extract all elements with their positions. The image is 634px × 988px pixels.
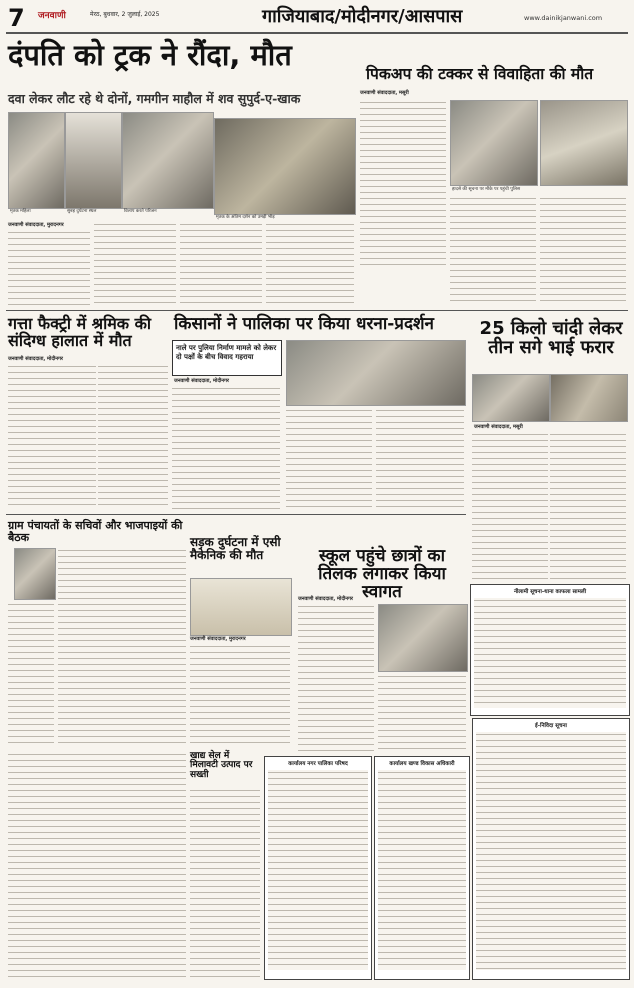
notice-c-title: ई-निविदा सूचना [535, 723, 567, 729]
silver-photo-2 [550, 374, 628, 422]
masthead-rule [6, 32, 628, 34]
auction-notice-title: नीलामी सूचना-थाना काफला सामली [513, 589, 587, 595]
school-body-col-1 [298, 604, 374, 752]
lead-caption-3: विलाप करते परिजन [124, 209, 157, 214]
lead-photo-4 [214, 118, 356, 215]
dharna-body-col-1 [172, 386, 280, 510]
masthead [0, 0, 634, 40]
lead-photo-2 [65, 112, 122, 209]
school-body-col-2 [378, 674, 466, 752]
pickup-photo-2 [540, 100, 628, 186]
notice-b [374, 756, 470, 980]
silver-body-col-2 [550, 432, 626, 580]
bottom-left-body [8, 752, 186, 978]
accident-photo [190, 578, 292, 636]
pickup-photo-caption: हादसे की सूचना पर मौके पर पहुंची पुलिस [452, 187, 521, 192]
divider-2 [6, 514, 466, 515]
food-headline: खाद्य सेल में मिलावटी उत्पाद पर सख्ती [190, 751, 253, 780]
dharna-byline: जनवाणी संवाददाता, मोदीनगर [174, 378, 229, 384]
accident-headline: सड़क दुर्घटना में एसी मैकेनिक की मौत [190, 535, 281, 562]
dharna-box [172, 340, 282, 376]
notice-b-title: कार्यालय खण्ड विकास अधिकारी [389, 761, 455, 767]
notice-a [264, 756, 372, 980]
pickup-photo-1 [450, 100, 538, 186]
lead-photo-1 [8, 112, 65, 209]
pickup-body-col-3 [540, 196, 626, 306]
notice-c [472, 718, 630, 980]
lead-subheadline: दवा लेकर लौट रहे थे दोनों, गमगीन माहौल में शव सुपुर्द-ए-खाक [8, 91, 301, 106]
silver-photo-1 [472, 374, 550, 422]
lead-byline: जनवाणी संवाददाता, मुरादनगर [8, 222, 64, 228]
dharna-headline: किसानों ने पालिका पर किया धरना-प्रदर्शन [174, 314, 434, 334]
divider-1 [6, 310, 628, 311]
page-number: 7 [8, 4, 25, 32]
silver-body-col-1 [472, 432, 548, 580]
meeting-headline: ग्राम पंचायतों के सचिवों और भाजपाइयों की बैठक [8, 519, 183, 544]
lead-caption-4: मृतक के अंतिम दर्शन को उमड़ी भीड़ [216, 215, 275, 220]
dharna-body-col-3 [376, 408, 464, 510]
website: www.dainikjanwani.com [524, 14, 603, 22]
meeting-photo [14, 548, 56, 600]
paper-name: जनवाणी [38, 11, 66, 21]
meeting-body-col-2 [8, 602, 54, 744]
school-headline: स्कूल पहुंचे छात्रों का तिलक लगाकर किया स्वागत [318, 546, 446, 602]
pickup-body-col-2 [450, 196, 536, 306]
auction-notice [470, 584, 630, 716]
lead-caption-1: मृतक महिला [10, 209, 31, 214]
dharna-body-col-2 [286, 408, 372, 510]
pickup-headline: पिकअप की टक्कर से विवाहिता की मौत [366, 65, 594, 83]
section-title: गाजियाबाद/मोदीनगर/आसपास [262, 6, 463, 27]
food-body [190, 788, 260, 978]
dharna-box-text: नाले पर पुलिया निर्माण मामले को लेकर दो पक्षों के बीच विवाद गहराया [176, 344, 277, 361]
accident-body [190, 644, 290, 744]
factory-body-col-1 [8, 364, 96, 510]
meeting-body-col-1 [58, 548, 186, 744]
lead-photo-3 [122, 112, 214, 209]
dharna-photo [286, 340, 466, 406]
silver-byline: जनवाणी संवाददाता, मसूरी [474, 424, 523, 430]
lead-body-col-1 [8, 230, 90, 306]
pickup-body-col-1 [360, 100, 446, 270]
lead-body-col-4 [266, 222, 354, 306]
notice-a-title: कार्यालय नगर पालिका परिषद [288, 761, 348, 767]
school-byline: जनवाणी संवाददाता, मोदीनगर [298, 596, 353, 602]
factory-body-col-2 [98, 364, 168, 510]
lead-body-col-2 [94, 222, 176, 306]
edition-line: मेरठ, बुधवार, 2 जुलाई, 2025 [90, 11, 160, 18]
pickup-byline: जनवाणी संवाददाता, मसूरी [360, 90, 409, 96]
lead-headline: दंपति को ट्रक ने रौंदा, मौत [8, 38, 292, 72]
silver-headline: 25 किलो चांदी लेकर तीन सगे भाई फरार [479, 318, 623, 358]
lead-body-col-3 [180, 222, 262, 306]
factory-headline: गत्ता फैक्ट्री में श्रमिक की संदिग्ध हालात में मौत [8, 314, 152, 350]
factory-byline: जनवाणी संवाददाता, मोदीनगर [8, 356, 63, 362]
accident-byline: जनवाणी संवाददाता, मुरादनगर [190, 636, 246, 642]
lead-caption-2: सुबह दुर्घटना स्थल [67, 209, 97, 214]
school-photo [378, 604, 468, 672]
